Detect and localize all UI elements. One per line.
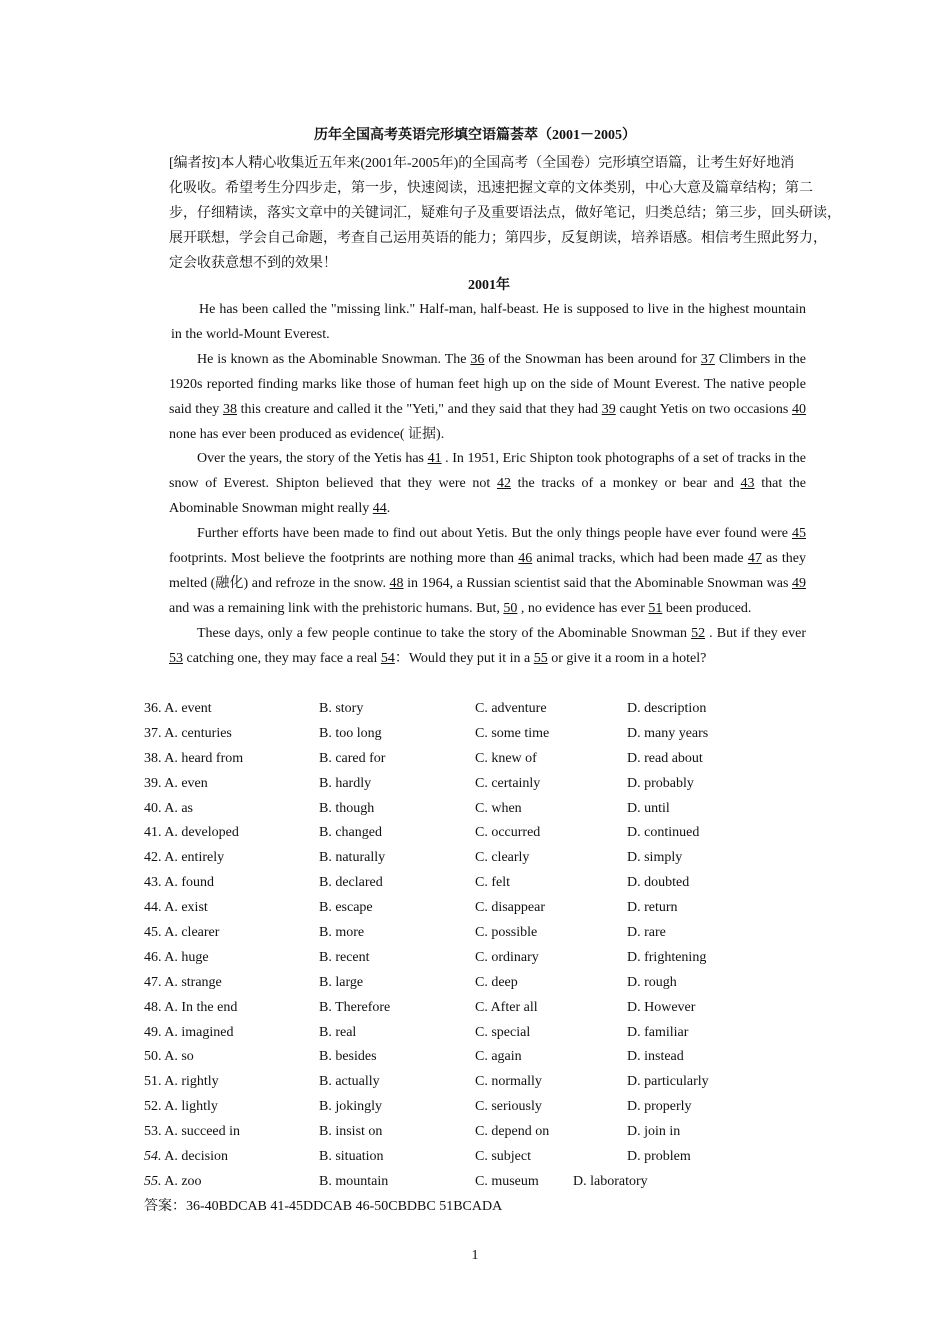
option-d: D. description xyxy=(627,701,707,716)
question-row xyxy=(144,871,844,896)
question-number: 39. xyxy=(144,775,162,791)
question-number-and-option-a xyxy=(144,846,224,871)
option-c: C. special xyxy=(475,1024,531,1040)
blank-53: 53 xyxy=(169,650,183,666)
option-a: A. even xyxy=(164,775,208,791)
question-row xyxy=(144,946,844,971)
question-number: 46. xyxy=(144,949,162,965)
option-a: A. heard from xyxy=(164,750,244,766)
passage-text: caught Yetis on two occasions xyxy=(615,401,792,417)
question-number-and-option-a xyxy=(144,797,193,822)
blank-40: 40 xyxy=(791,401,806,417)
question-row xyxy=(144,1045,844,1070)
option-c: C. After all xyxy=(475,999,538,1015)
option-c: C. adventure xyxy=(475,701,547,716)
option-a: A. rightly xyxy=(164,1074,219,1090)
question-number: 41. xyxy=(144,825,162,841)
option-d: D. read about xyxy=(627,750,703,766)
option-b: B. more xyxy=(319,925,365,941)
blank-42: 42 xyxy=(496,476,511,492)
option-d: D. until xyxy=(627,800,670,816)
option-c: C. felt xyxy=(475,875,510,891)
option-d: D. probably xyxy=(627,775,694,791)
option-a: A. huge xyxy=(164,949,209,965)
editor-note-line: 展开联想，学会自己命题，考查自己运用英语的能力；第四步，反复朗读，培养语感。相信考生照此努力， xyxy=(169,231,827,246)
question-number: 43. xyxy=(144,875,162,891)
passage-paragraph-1: He has been called the "missing link." Half-man, half-beast. He is supposed to live in the highest mountain in the world-Mount Everest. xyxy=(171,302,806,342)
passage-text: as they melted (融化) and refroze in the snow. xyxy=(169,551,807,591)
option-c: C. occurred xyxy=(475,825,541,841)
option-a: A. exist xyxy=(164,900,208,916)
option-d: D. instead xyxy=(627,1049,684,1065)
question-number-and-option-a xyxy=(144,996,237,1021)
option-b: B. declared xyxy=(319,875,383,891)
question-number-and-option-a xyxy=(144,1170,202,1195)
option-a: A. centuries xyxy=(164,725,232,741)
option-d: D. problem xyxy=(627,1149,691,1165)
question-number: 53. xyxy=(144,1124,162,1140)
option-a: A. found xyxy=(164,875,215,891)
question-number: 44. xyxy=(144,900,162,916)
option-c: C. museum xyxy=(475,1173,539,1189)
option-a: A. imagined xyxy=(164,1024,234,1040)
option-d: D. continued xyxy=(627,825,700,841)
question-number-and-option-a xyxy=(144,1045,194,1070)
question-list xyxy=(144,697,844,1195)
option-c: C. knew of xyxy=(475,750,537,766)
question-number: 49. xyxy=(144,1024,162,1040)
option-d: D. frightening xyxy=(627,949,707,965)
passage-text: ：Would they put it in a xyxy=(394,650,534,666)
option-d: D. join in xyxy=(627,1124,681,1140)
passage-text: animal tracks, which had been made xyxy=(532,551,748,567)
option-b: B. insist on xyxy=(319,1124,383,1140)
blank-48: 48 xyxy=(389,575,404,591)
option-a: A. developed xyxy=(164,825,239,841)
option-b: B. though xyxy=(319,800,375,816)
option-d: D. simply xyxy=(627,850,683,866)
option-c: C. subject xyxy=(475,1149,531,1165)
option-a: A. succeed in xyxy=(164,1124,241,1140)
blank-41: 41 xyxy=(427,451,442,467)
blank-52: 52 xyxy=(691,625,706,641)
question-row xyxy=(144,846,844,871)
question-number-and-option-a xyxy=(144,946,209,971)
blank-55: 55 xyxy=(533,650,548,666)
passage-text: . But if they ever xyxy=(705,625,806,641)
question-number: 51. xyxy=(144,1074,162,1090)
option-d: D. particularly xyxy=(627,1074,709,1090)
passage-text: the tracks of a monkey or bear and xyxy=(510,476,741,492)
question-row xyxy=(144,1145,844,1170)
passage-text: . xyxy=(386,501,391,517)
option-a: A. lightly xyxy=(164,1099,218,1115)
question-number-and-option-a xyxy=(144,747,243,772)
option-b: B. changed xyxy=(319,825,382,841)
passage-text: this creature and called it the "Yeti," and they said that they had xyxy=(236,401,602,417)
question-number: 37. xyxy=(144,725,162,741)
question-row xyxy=(144,1021,844,1046)
option-b: B. Therefore xyxy=(319,999,391,1015)
passage-text: Climbers in the 1920s reported finding marks like those of human feet high up on the side of Mount Everest. The native people said they xyxy=(169,351,806,417)
question-row xyxy=(144,722,844,747)
document-title: 历年全国高考英语完形填空语篇荟萃（2001－2005） xyxy=(314,128,636,143)
question-number-and-option-a xyxy=(144,772,208,797)
blank-37: 37 xyxy=(700,351,715,367)
option-c: C. deep xyxy=(475,974,518,990)
question-row xyxy=(144,921,844,946)
question-number-and-option-a xyxy=(144,921,219,946)
answer-key: 答案：36-40BDCAB 41-45DDCAB 46-50CBDBC 51BCADA xyxy=(144,1199,503,1214)
option-b: B. escape xyxy=(319,900,373,916)
editor-note-line: [编者按]本人精心收集近五年来(2001年-2005年)的全国高考（全国卷）完形填空语篇，让考生好好地消 xyxy=(169,156,795,171)
option-c: C. certainly xyxy=(475,775,541,791)
passage-text: footprints. Most believe the footprints are nothing more than xyxy=(169,551,519,567)
question-row xyxy=(144,797,844,822)
option-a: A. In the end xyxy=(164,999,238,1015)
question-number-and-option-a xyxy=(144,896,208,921)
editor-note-line: 步，仔细精读，落实文章中的关键词汇，疑难句子及重要语法点，做好笔记，归类总结；第三步，回头研读， xyxy=(169,206,841,221)
blank-51: 51 xyxy=(648,600,663,616)
option-d: D. However xyxy=(627,999,696,1015)
option-b: B. recent xyxy=(319,949,370,965)
blank-49: 49 xyxy=(792,575,806,591)
option-c: C. ordinary xyxy=(475,949,539,965)
blank-36: 36 xyxy=(470,351,485,367)
passage-text: or give it a room in a hotel? xyxy=(547,650,707,666)
passage-text: of the Snowman has been around for xyxy=(484,351,701,367)
question-number: 40. xyxy=(144,800,162,816)
question-number: 48. xyxy=(144,999,162,1015)
question-row xyxy=(144,821,844,846)
option-d: D. doubted xyxy=(627,875,690,891)
blank-54: 54 xyxy=(380,650,395,666)
passage-text: in 1964, a Russian scientist said that the Abominable Snowman was xyxy=(403,575,792,591)
option-a: A. as xyxy=(164,800,194,816)
question-number-and-option-a xyxy=(144,971,222,996)
option-c: C. when xyxy=(475,800,522,816)
question-row xyxy=(144,971,844,996)
blank-47: 47 xyxy=(747,551,762,567)
question-number: 47. xyxy=(144,974,162,990)
option-c: C. again xyxy=(475,1049,522,1065)
option-c: C. normally xyxy=(475,1074,542,1090)
question-number-and-option-a xyxy=(144,1070,219,1095)
passage-text: catching one, they may face a real xyxy=(183,650,381,666)
option-d: D. familiar xyxy=(627,1024,689,1040)
option-b: B. cared for xyxy=(319,750,386,766)
option-a: A. so xyxy=(164,1049,194,1065)
passage-text: , no evidence has ever xyxy=(517,600,649,616)
option-b: B. hardly xyxy=(319,775,372,791)
option-a: A. strange xyxy=(164,974,222,990)
question-row xyxy=(144,1070,844,1095)
option-d: D. laboratory xyxy=(573,1173,648,1189)
option-a: A. entirely xyxy=(164,850,225,866)
passage-text: These days, only a few people continue to take the story of the Abominable Snowman xyxy=(197,625,692,641)
option-b: B. situation xyxy=(319,1149,384,1165)
blank-38: 38 xyxy=(222,401,237,417)
question-row xyxy=(144,747,844,772)
passage-text: that the Abominable Snowman might really xyxy=(169,476,806,517)
option-b: B. story xyxy=(319,701,364,716)
option-b: B. too long xyxy=(319,725,382,741)
option-a: A. clearer xyxy=(164,925,220,941)
question-number: 45. xyxy=(144,925,162,941)
option-b: B. actually xyxy=(319,1074,380,1090)
option-c: C. disappear xyxy=(475,900,545,916)
page-number: 1 xyxy=(471,1248,479,1263)
question-row xyxy=(144,896,844,921)
option-c: C. clearly xyxy=(475,850,530,866)
question-number-and-option-a xyxy=(144,1095,218,1120)
question-number-and-option-a xyxy=(144,1021,233,1046)
question-number-and-option-a xyxy=(144,871,214,896)
question-number: 38. xyxy=(144,750,162,766)
question-number: 55. xyxy=(144,1173,162,1189)
option-c: C. seriously xyxy=(475,1099,542,1115)
editor-note-line: 化吸收。希望考生分四步走，第一步，快速阅读，迅速把握文章的文体类别，中心大意及篇章结构；第二 xyxy=(169,181,813,196)
option-c: C. possible xyxy=(475,925,538,941)
cloze-passage xyxy=(169,298,806,672)
option-c: C. some time xyxy=(475,725,550,741)
passage-text: and was a remaining link with the prehistoric humans. But, xyxy=(169,600,504,616)
question-number-and-option-a xyxy=(144,1120,240,1145)
option-b: B. mountain xyxy=(319,1173,389,1189)
passage-paragraph-2 xyxy=(169,348,806,448)
option-c: C. depend on xyxy=(475,1124,550,1140)
blank-44: 44 xyxy=(372,501,387,517)
passage-text: . In 1951, Eric Shipton took photographs of a set of tracks in the snow of Everest. Shipton believed that they were not xyxy=(169,451,806,492)
passage-paragraph-3 xyxy=(169,447,806,522)
option-b: B. jokingly xyxy=(319,1099,383,1115)
passage-text: He is known as the Abominable Snowman. The xyxy=(197,351,471,367)
question-number: 42. xyxy=(144,850,162,866)
blank-43: 43 xyxy=(740,476,755,492)
question-number: 50. xyxy=(144,1049,162,1065)
question-number-and-option-a xyxy=(144,1145,228,1170)
option-b: B. real xyxy=(319,1024,357,1040)
question-number-and-option-a xyxy=(144,697,212,722)
option-d: D. return xyxy=(627,900,678,916)
question-row xyxy=(144,772,844,797)
passage-paragraph-4 xyxy=(169,522,806,622)
passage-text: Over the years, the story of the Yetis has xyxy=(197,451,428,467)
option-b: B. large xyxy=(319,974,364,990)
question-row xyxy=(144,1170,844,1195)
question-number: 36. xyxy=(144,701,162,716)
question-row xyxy=(144,697,844,722)
option-a: A. zoo xyxy=(164,1173,202,1189)
question-number: 52. xyxy=(144,1099,162,1115)
option-a: A. event xyxy=(164,701,212,716)
option-d: D. properly xyxy=(627,1099,692,1115)
option-a: A. decision xyxy=(164,1149,228,1165)
question-row xyxy=(144,1120,844,1145)
question-number-and-option-a xyxy=(144,722,232,747)
passage-text: been produced. xyxy=(662,600,752,616)
question-number: 54. xyxy=(144,1149,162,1165)
blank-39: 39 xyxy=(601,401,616,417)
blank-50: 50 xyxy=(503,600,518,616)
option-d: D. many years xyxy=(627,725,709,741)
question-row xyxy=(144,996,844,1021)
question-row xyxy=(144,1095,844,1120)
passage-paragraph-5 xyxy=(169,622,806,672)
editor-note-line: 定会收获意想不到的效果！ xyxy=(169,256,337,271)
option-d: D. rare xyxy=(627,925,666,941)
option-d: D. rough xyxy=(627,974,677,990)
blank-46: 46 xyxy=(518,551,533,567)
blank-45: 45 xyxy=(792,526,806,542)
editor-note xyxy=(169,151,841,276)
option-b: B. besides xyxy=(319,1049,377,1065)
option-b: B. naturally xyxy=(319,850,386,866)
year-heading: 2001年 xyxy=(468,278,510,293)
passage-text: Further efforts have been made to find out about Yetis. But the only things people have ever found were xyxy=(197,526,792,542)
question-number-and-option-a xyxy=(144,821,239,846)
passage-text: none has ever been produced as evidence( 证据). xyxy=(169,426,445,442)
